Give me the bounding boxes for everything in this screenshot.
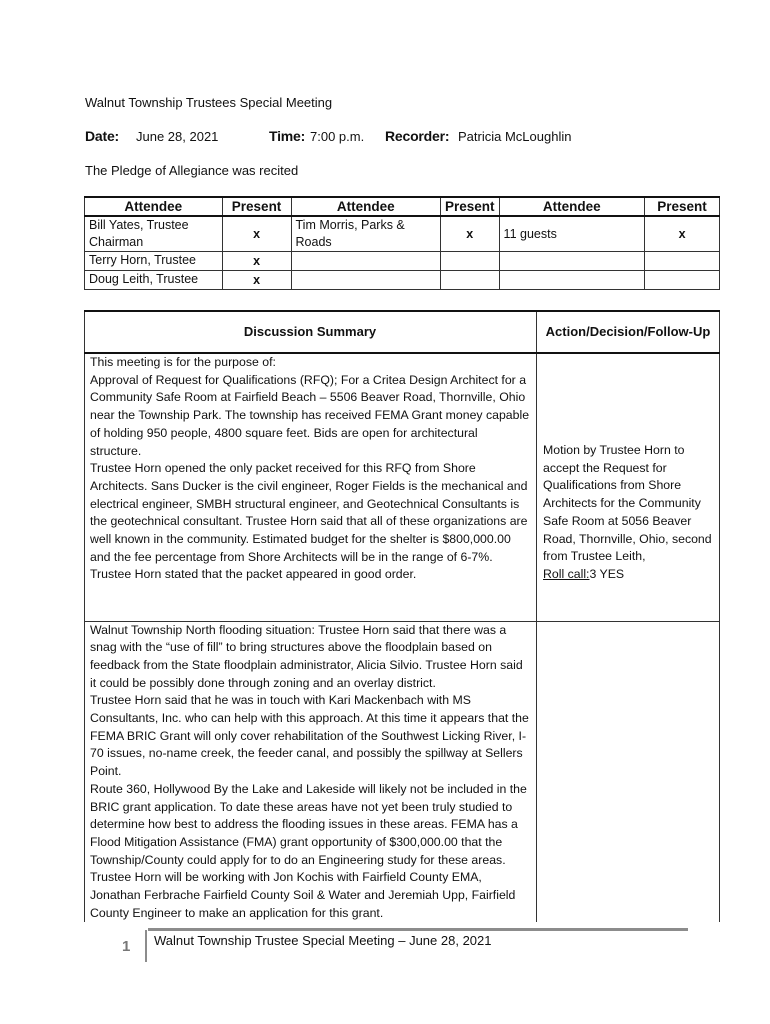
column-header: Present bbox=[645, 197, 720, 216]
attendee-name bbox=[499, 252, 645, 271]
date-value: June 28, 2021 bbox=[136, 129, 219, 144]
action-cell bbox=[537, 353, 720, 621]
action-header: Action/Decision/Follow-Up bbox=[537, 311, 720, 353]
summary-paragraph: Route 360, Hollywood By the Lake and Lakeside will likely not be included in the BRIC grant application. To date these areas have not yet been truly studied to determine how best to address the flooding issues in these areas. FEMA has a Flood Mitigation Assistance (FMA) grant opportunity of $300,000.00 that the Township/County could apply for to do an Engineering study for these areas. bbox=[90, 781, 527, 867]
action-cell bbox=[537, 621, 720, 922]
attendee-name: Bill Yates, Trustee Chairman bbox=[85, 216, 223, 252]
present-mark: x bbox=[645, 216, 720, 252]
present-mark bbox=[645, 252, 720, 271]
table-row bbox=[85, 353, 720, 621]
page-number: 1 bbox=[122, 938, 131, 955]
action-text: Motion by Trustee Horn to accept the Request for Qualifications from Shore Architects for the Community Safe Room at 5056 Beaver Road, Thornville, Ohio, second from Trustee Leith, bbox=[543, 443, 712, 564]
column-header: Present bbox=[441, 197, 500, 216]
table-row bbox=[85, 621, 720, 922]
present-mark: x bbox=[222, 271, 291, 290]
present-mark bbox=[441, 252, 500, 271]
summary-paragraph: Trustee Horn opened the only packet received for this RFQ from Shore Architects. Sans Ducker is the civil engineer, Roger Fields is the mechanical and electrical engineer, SMBH structural engineer, and Geotechnical Consultants is the geotechnical consultant. Trustee Horn said that all of these organizations are well known in the community. Estimated budget for the shelter is $800,000.00 and the fee percentage from Shore Architects will be in the range of 6-7%. bbox=[90, 461, 528, 564]
document-title: Walnut Township Trustees Special Meeting bbox=[85, 95, 333, 110]
recorder-value: Patricia McLoughlin bbox=[458, 129, 572, 144]
present-mark: x bbox=[222, 252, 291, 271]
date-label: Date: bbox=[85, 128, 120, 144]
present-mark bbox=[441, 271, 500, 290]
discussion-summary-header: Discussion Summary bbox=[85, 311, 537, 353]
attendee-name: Tim Morris, Parks & Roads bbox=[291, 216, 441, 252]
recorder-label: Recorder: bbox=[385, 128, 450, 144]
discussion-table bbox=[84, 310, 720, 922]
footer-divider bbox=[145, 930, 147, 962]
discussion-summary-cell bbox=[85, 353, 537, 621]
meeting-info-row bbox=[85, 128, 705, 146]
attendee-name bbox=[291, 271, 441, 290]
footer-rule bbox=[148, 928, 688, 931]
summary-paragraph: Trustee Horn said that he was in touch with Kari Mackenbach with MS Consultants, Inc. who can help with this approach. At this time it appears that the FEMA BRIC Grant will only cover rehabilitation of the Southwest Licking River, I-70 issues, no-name creek, the feeder canal, and possibly the spillway at Sellers Point. bbox=[90, 693, 529, 779]
time-label: Time: bbox=[269, 128, 306, 144]
discussion-summary-cell bbox=[85, 621, 537, 922]
attendee-name bbox=[291, 252, 441, 271]
time-value: 7:00 p.m. bbox=[310, 129, 365, 144]
discussion-header-row bbox=[85, 311, 720, 353]
column-header: Attendee bbox=[85, 197, 223, 216]
summary-paragraph: Walnut Township North flooding situation: Trustee Horn said that there was a snag with the “use of fill” to bring structures above the floodplain based on feedback from the State floodplain administrator, Alicia Silvio. Trustee Horn said it could be possibly done through zoning and an overlay district. bbox=[90, 622, 523, 690]
summary-paragraph: Trustee Horn stated that the packet appeared in good order. bbox=[90, 567, 417, 582]
attendance-table bbox=[84, 196, 720, 290]
attendee-name bbox=[499, 271, 645, 290]
roll-call bbox=[543, 566, 713, 584]
column-header: Attendee bbox=[499, 197, 645, 216]
table-row bbox=[85, 252, 720, 271]
present-mark bbox=[645, 271, 720, 290]
column-header: Attendee bbox=[291, 197, 441, 216]
attendee-name: Doug Leith, Trustee bbox=[85, 271, 223, 290]
summary-paragraph: Trustee Horn will be working with Jon Kochis with Fairfield County EMA, Jonathan Ferbrache Fairfield County Soil & Water and Jeremiah Upp, Fairfield County Engineer to make an application for this grant. bbox=[90, 870, 516, 920]
present-mark: x bbox=[441, 216, 500, 252]
table-row bbox=[85, 216, 720, 252]
summary-paragraph: Approval of Request for Qualifications (RFQ); For a Critea Design Architect for a Community Safe Room at Fairfield Beach – 5506 Beaver Road, Thornville, Ohio near the Township Park. The township has received FEMA Grant money capable of holding 950 people, 4800 square feet. Bids are open for architectural structure. bbox=[90, 372, 530, 458]
column-header: Present bbox=[222, 197, 291, 216]
attendance-header-row bbox=[85, 197, 720, 216]
roll-call-label: Roll call: bbox=[543, 566, 590, 581]
pledge-note: The Pledge of Allegiance was recited bbox=[85, 163, 299, 178]
table-row bbox=[85, 271, 720, 290]
attendee-name: 11 guests bbox=[499, 216, 645, 252]
attendee-name: Terry Horn, Trustee bbox=[85, 252, 223, 271]
footer-text: Walnut Township Trustee Special Meeting – June 28, 2021 bbox=[154, 933, 492, 948]
present-mark: x bbox=[222, 216, 291, 252]
roll-call-value: 3 YES bbox=[589, 566, 625, 581]
summary-paragraph: This meeting is for the purpose of: bbox=[90, 355, 276, 369]
